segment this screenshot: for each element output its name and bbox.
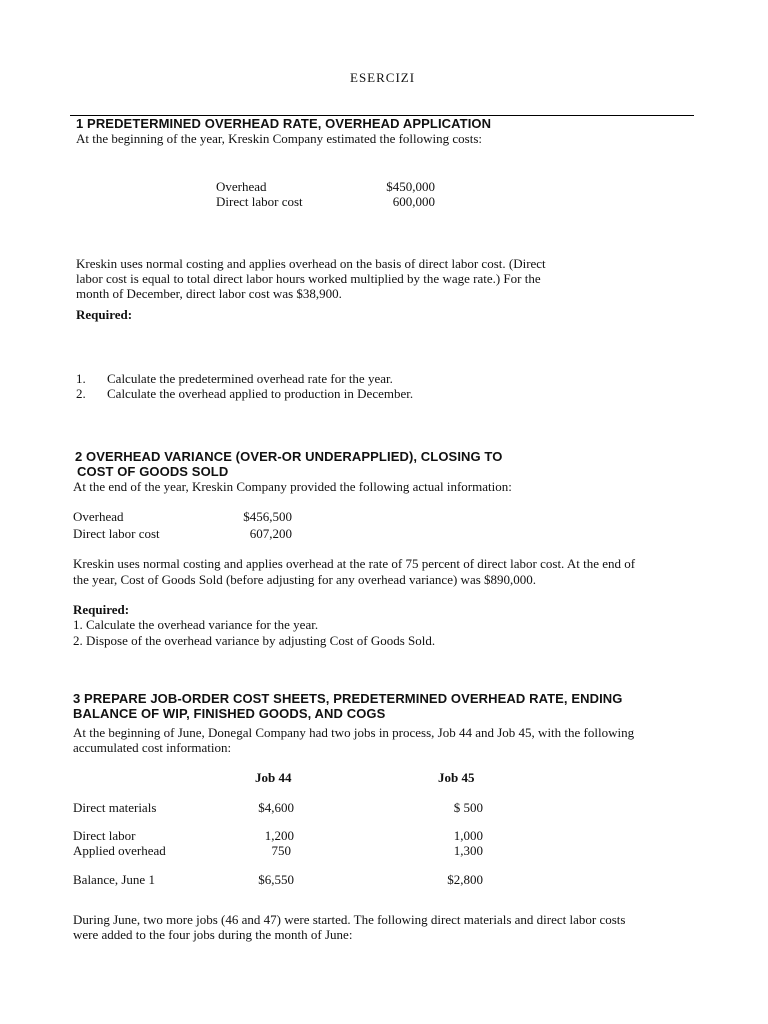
table-row-label: Direct labor — [73, 828, 136, 843]
s1-required-label: Required: — [76, 307, 133, 322]
s2-item: 1. Calculate the overhead variance for the year. — [73, 617, 319, 632]
job-44-cell: 1,200 — [264, 828, 294, 843]
job-44-cell: $6,550 — [258, 872, 294, 887]
s1-item-text: Calculate the predetermined overhead rate for the year. — [107, 371, 393, 386]
table-row-label: Direct materials — [73, 800, 157, 815]
s1-row-value: 600,000 — [392, 194, 435, 209]
section-1-intro: At the beginning of the year, Kreskin Company estimated the following costs: — [76, 131, 483, 146]
s2-item: 2. Dispose of the overhead variance by adjusting Cost of Goods Sold. — [73, 633, 436, 648]
section-3-heading: BALANCE OF WIP, FINISHED GOODS, AND COGS — [73, 706, 386, 721]
s2-required-label: Required: — [73, 602, 130, 617]
job-45-cell: 1,000 — [453, 828, 483, 843]
s1-row-label: Overhead — [216, 179, 267, 194]
s2-row-value: 607,200 — [249, 526, 292, 541]
job-45-cell: 1,300 — [453, 843, 483, 858]
section-1-heading: 1 PREDETERMINED OVERHEAD RATE, OVERHEAD APPLICATION — [76, 116, 492, 131]
section-2-heading: 2 OVERHEAD VARIANCE (OVER-OR UNDERAPPLIED), CLOSING TO — [75, 449, 503, 464]
section-2-intro: At the end of the year, Kreskin Company provided the following actual information: — [73, 479, 512, 494]
section-2-heading: COST OF GOODS SOLD — [77, 464, 229, 479]
s1-paragraph-line: month of December, direct labor cost was $38,900. — [76, 286, 342, 301]
s2-paragraph-line: the year, Cost of Goods Sold (before adjusting for any overhead variance) was $890,000. — [73, 572, 537, 587]
s1-item-number: 1. — [76, 371, 86, 386]
s1-paragraph-line: labor cost is equal to total direct labor hours worked multiplied by the wage rate.) For the — [76, 271, 541, 286]
job-44-cell: 750 — [271, 843, 291, 858]
s2-row-label: Overhead — [73, 509, 124, 524]
job-44-header: Job 44 — [255, 770, 292, 785]
s1-item-text: Calculate the overhead applied to production in December. — [107, 386, 414, 401]
s3-paragraph-line: were added to the four jobs during the month of June: — [73, 927, 353, 942]
s3-paragraph-line: During June, two more jobs (46 and 47) were started. The following direct materials and direct labor costs — [73, 912, 626, 927]
section-3-heading: 3 PREPARE JOB-ORDER COST SHEETS, PREDETERMINED OVERHEAD RATE, ENDING — [73, 691, 623, 706]
s1-row-label: Direct labor cost — [216, 194, 303, 209]
job-45-cell: $ 500 — [453, 800, 483, 815]
s2-paragraph-line: Kreskin uses normal costing and applies overhead at the rate of 75 percent of direct labor cost. At the end of — [73, 556, 636, 571]
document-title: ESERCIZI — [350, 70, 416, 85]
s1-row-value: $450,000 — [386, 179, 435, 194]
job-44-cell: $4,600 — [258, 800, 294, 815]
s1-item-number: 2. — [76, 386, 86, 401]
job-45-cell: $2,800 — [447, 872, 483, 887]
s1-paragraph-line: Kreskin uses normal costing and applies overhead on the basis of direct labor cost. (Direct — [76, 256, 546, 271]
job-45-header: Job 45 — [438, 770, 475, 785]
s2-row-value: $456,500 — [243, 509, 292, 524]
s3-intro-line: At the beginning of June, Donegal Company had two jobs in process, Job 44 and Job 45, with the following — [73, 725, 635, 740]
s2-row-label: Direct labor cost — [73, 526, 160, 541]
s3-intro-line: accumulated cost information: — [73, 740, 232, 755]
table-row-label: Applied overhead — [73, 843, 166, 858]
table-row-label: Balance, June 1 — [73, 872, 155, 887]
